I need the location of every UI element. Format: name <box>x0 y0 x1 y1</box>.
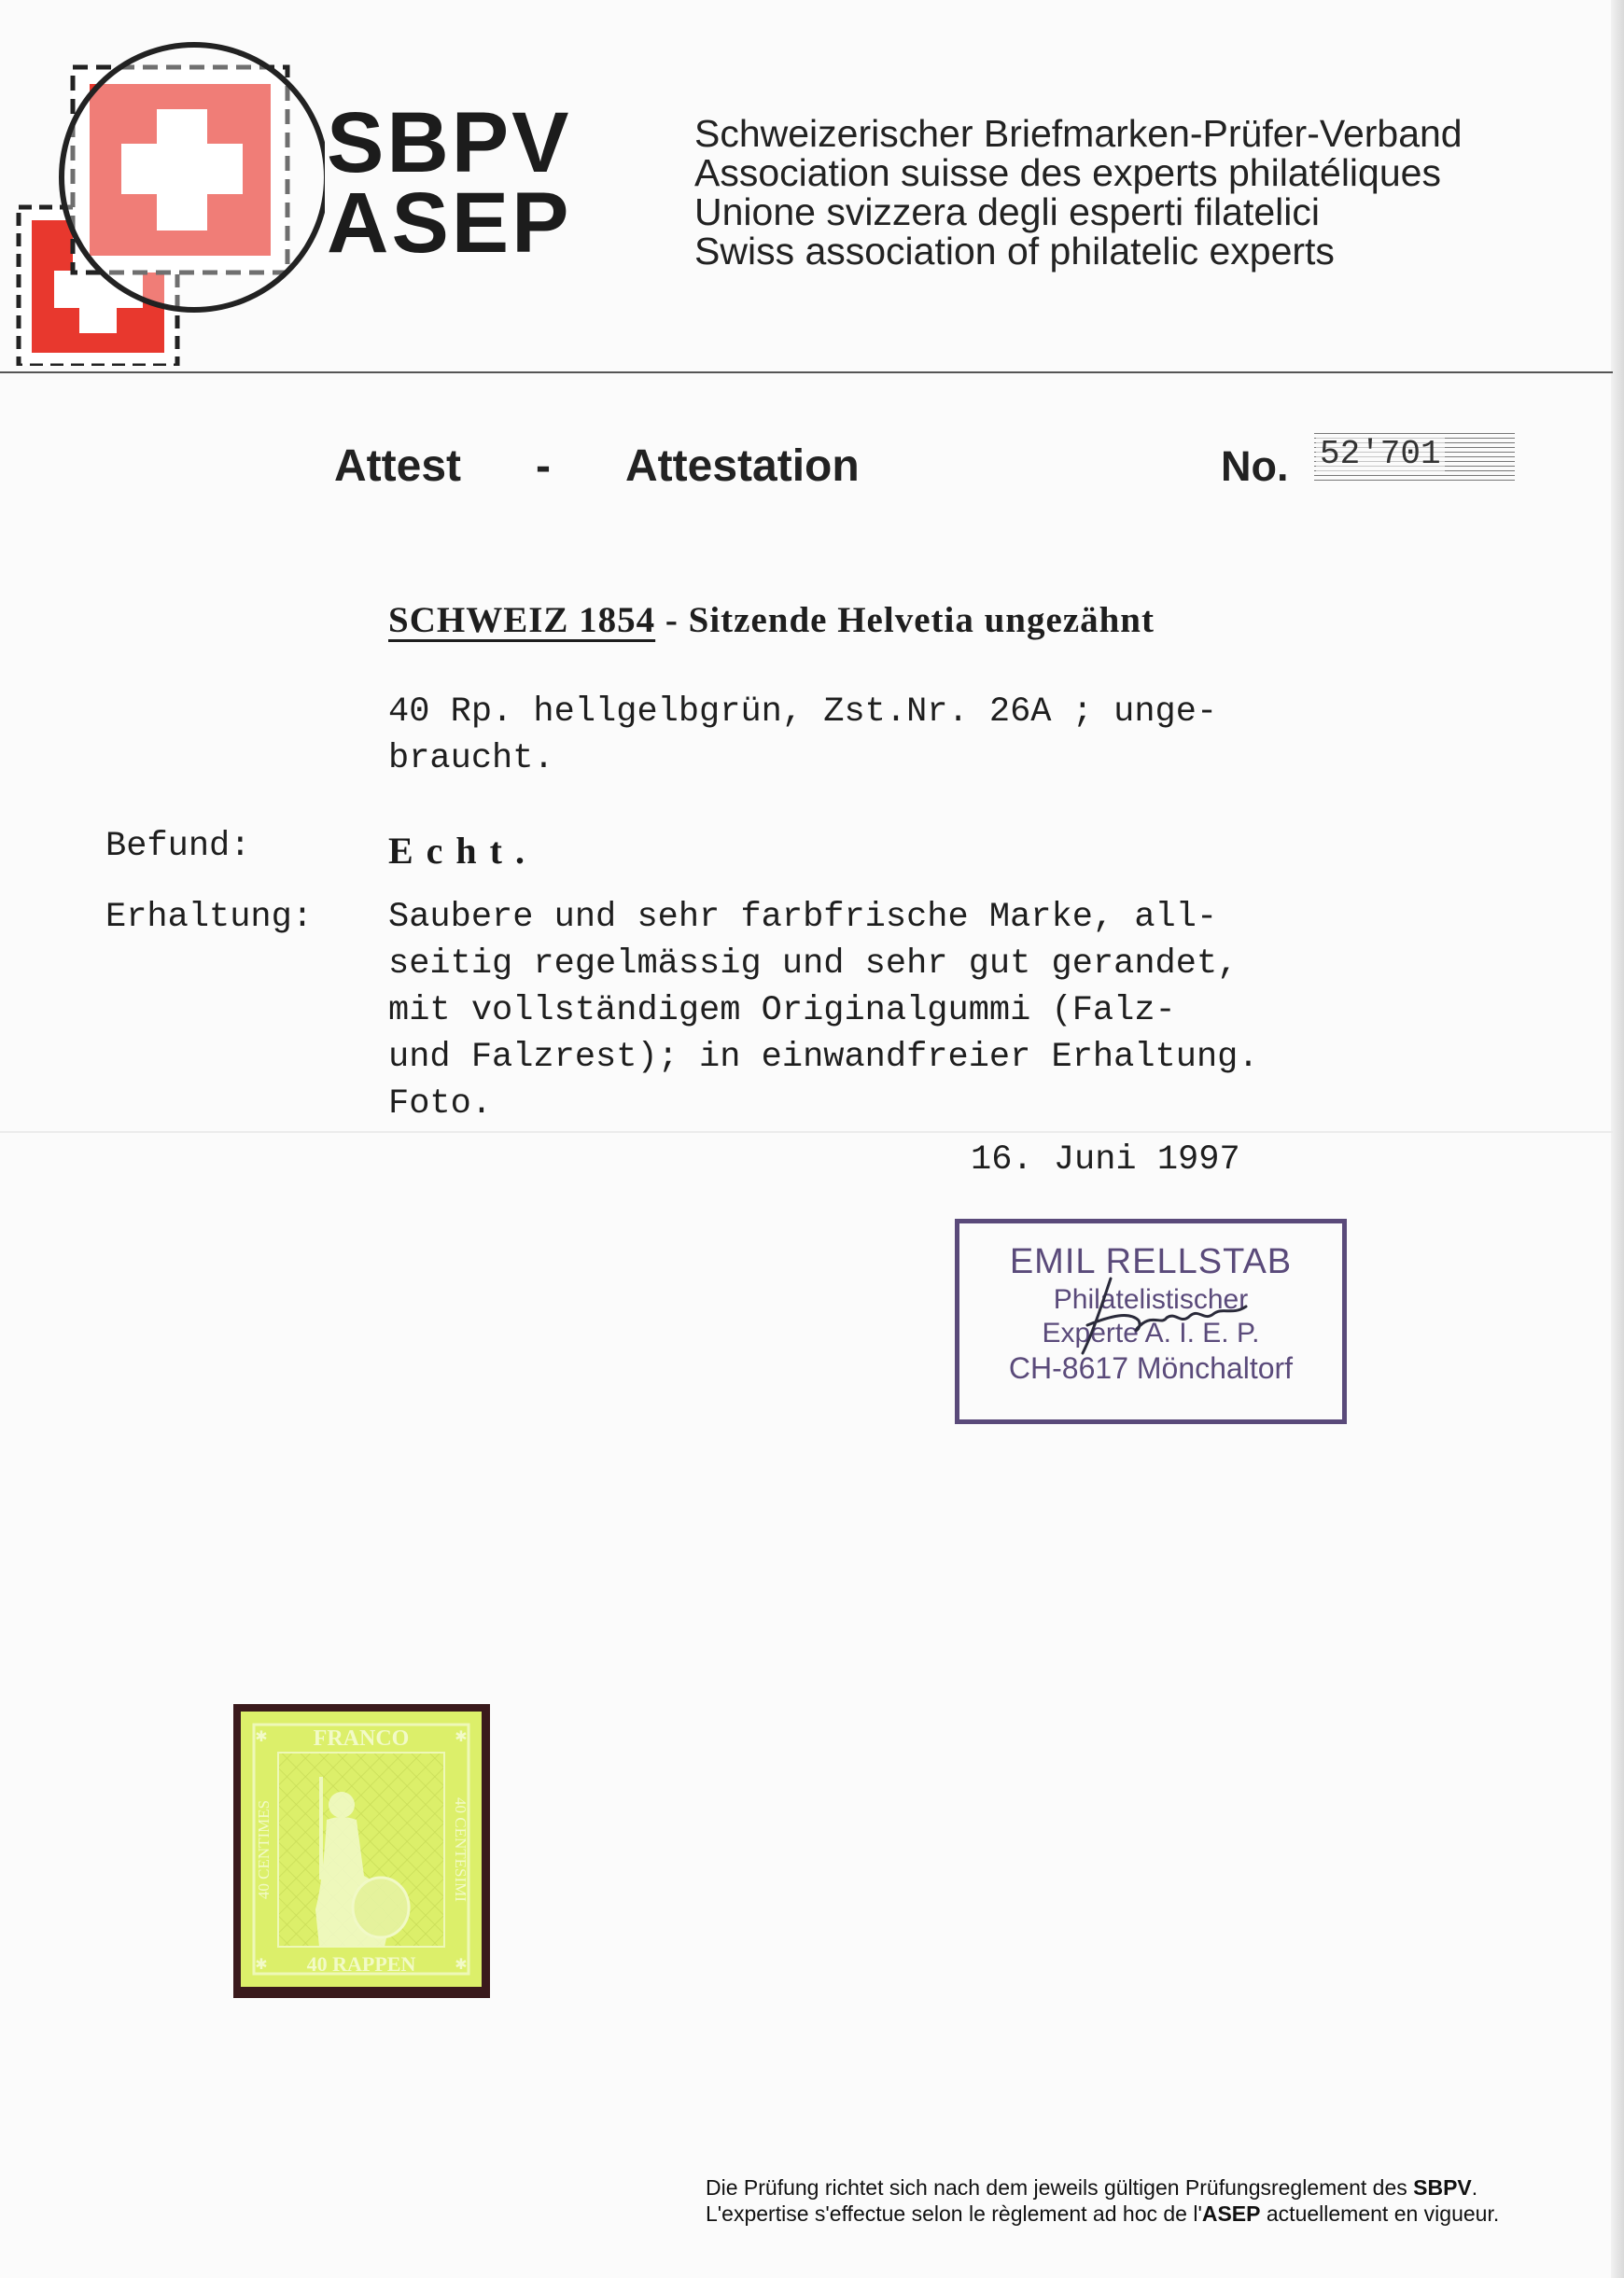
title-attest: Attest <box>334 441 462 491</box>
certificate-date: 16. Juni 1997 <box>971 1140 1240 1180</box>
title-dash: - <box>536 441 551 491</box>
association-name-it: Unione svizzera degli esperti filatelici <box>694 190 1320 233</box>
stamp-right-text: 40 CENTESIMI <box>452 1797 469 1902</box>
expert-name: EMIL RELLSTAB <box>1009 1242 1293 1281</box>
certificate-number: 52'701 <box>1316 435 1445 473</box>
footer-line-de <box>706 2174 1499 2201</box>
erhaltung-text <box>388 894 1259 1127</box>
header-divider <box>0 371 1613 373</box>
association-name-fr: Association suisse des experts philatéliques <box>694 151 1441 194</box>
description-line: braucht. <box>388 739 554 778</box>
erhaltung-line: und Falzrest); in einwandfreier Erhaltung. <box>388 1038 1259 1077</box>
association-name-de: Schweizerischer Briefmarken-Prüfer-Verband <box>694 112 1463 155</box>
subject-country-year: SCHWEIZ 1854 <box>388 600 656 640</box>
star-icon: ✱ <box>255 1957 268 1973</box>
page-edge <box>1611 0 1624 2278</box>
erhaltung-label: Erhaltung: <box>105 898 314 937</box>
title-attestation: Attestation <box>625 441 860 491</box>
star-icon: ✱ <box>455 1729 468 1745</box>
footer-brand: ASEP <box>1201 2201 1261 2226</box>
expert-signature <box>1073 1260 1260 1363</box>
befund-label: Befund: <box>105 827 251 866</box>
expert-affiliation: Experte A. I. E. P. <box>1042 1318 1260 1349</box>
brand-name <box>327 95 572 271</box>
footer-brand: SBPV <box>1413 2175 1472 2200</box>
stamp-description <box>388 689 1217 782</box>
brand-line-1: SBPV <box>327 95 572 190</box>
erhaltung-line: Saubere und sehr farbfrische Marke, all- <box>388 898 1218 937</box>
expert-title: Philatelistischer <box>1053 1284 1249 1315</box>
footer-text: actuellement en vigueur. <box>1260 2201 1500 2226</box>
stamp-bottom-text: 40 RAPPEN <box>306 1952 416 1976</box>
stamp-left-text: 40 CENTIMES <box>255 1799 273 1900</box>
footer-note <box>706 2174 1499 2227</box>
star-icon: ✱ <box>455 1957 468 1973</box>
description-line: 40 Rp. hellgelbgrün, Zst.Nr. 26A ; unge- <box>388 692 1218 732</box>
footer-line-fr <box>706 2201 1499 2227</box>
erhaltung-line: Foto. <box>388 1084 493 1124</box>
erhaltung-line: seitig regelmässig und sehr gut gerandet, <box>388 944 1239 984</box>
postage-stamp-image <box>241 1712 482 1987</box>
befund-value: Echt. <box>388 830 538 872</box>
subject-title: - Sitzende Helvetia ungezähnt <box>655 600 1155 640</box>
expert-address: CH-8617 Mönchaltorf <box>1008 1351 1294 1385</box>
paper-fold-line <box>0 1131 1613 1133</box>
subject-heading <box>388 599 1155 641</box>
footer-text: L'expertise s'effectue selon le règlement ad hoc de l' <box>706 2201 1202 2226</box>
association-names <box>694 114 1463 271</box>
brand-line-2: ASEP <box>327 175 572 271</box>
certificate-number-label: No. <box>1221 442 1289 490</box>
association-name-en: Swiss association of philatelic experts <box>694 230 1335 273</box>
sbpv-logo <box>7 21 325 366</box>
star-icon: ✱ <box>255 1729 268 1745</box>
erhaltung-line: mit vollständigem Originalgummi (Falz- <box>388 991 1176 1030</box>
footer-text: Die Prüfung richtet sich nach dem jeweils gültigen Prüfungsreglement des <box>706 2175 1414 2200</box>
footer-text: . <box>1471 2175 1478 2200</box>
stamp-top-text: FRANCO <box>313 1726 410 1751</box>
